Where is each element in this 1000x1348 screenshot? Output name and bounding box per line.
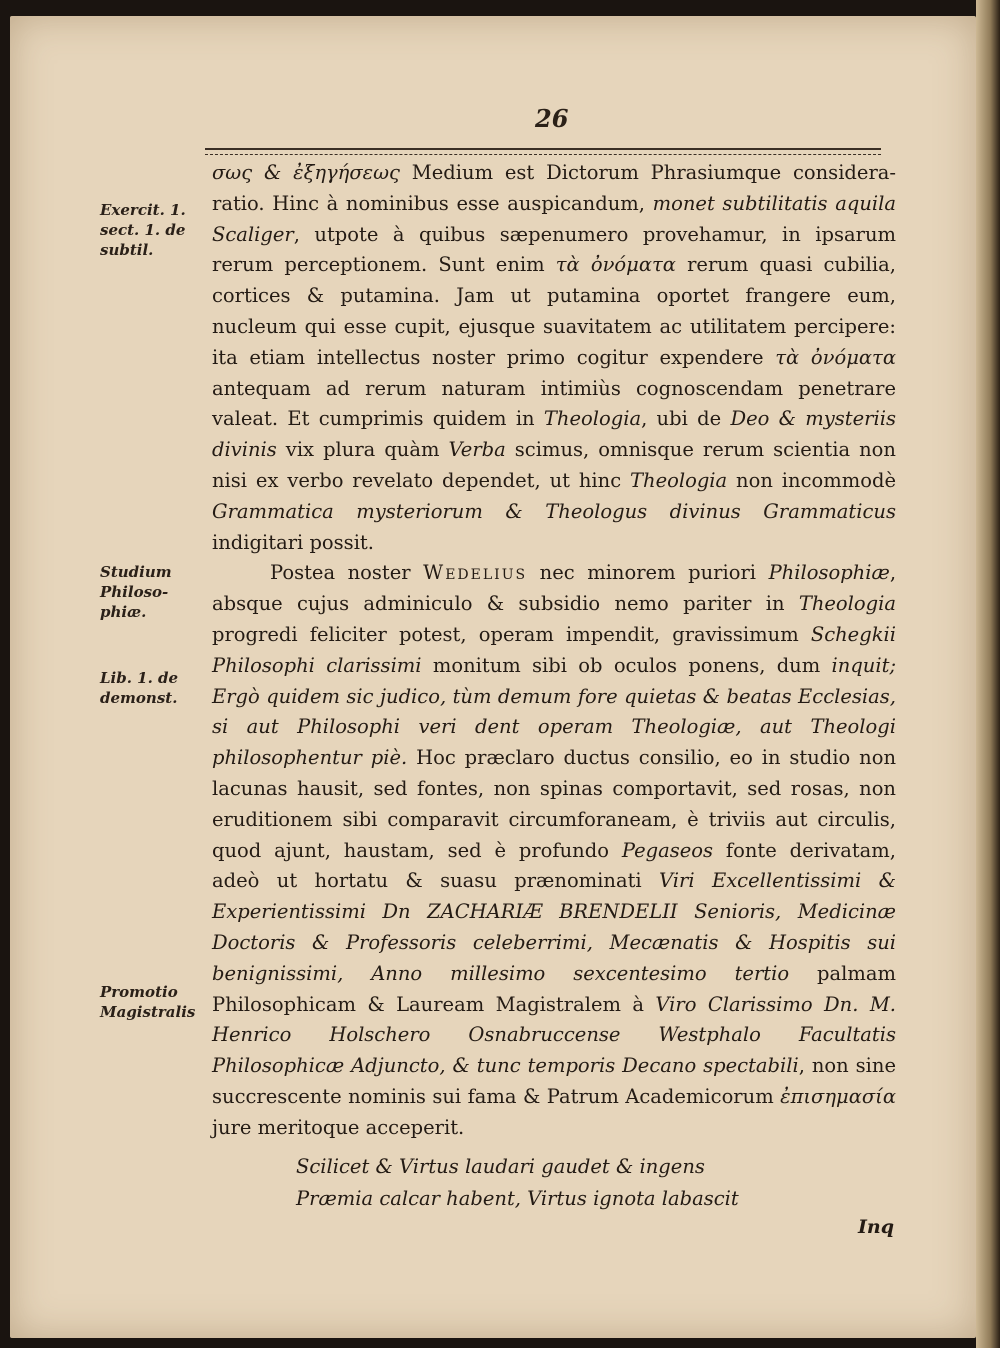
p2-segment: , absque cujus adminiculo & subsidio nemo pariter in: [212, 561, 897, 616]
p2-segment: jure meritoque acceperit.: [212, 1115, 465, 1139]
p1-segment: Verba: [448, 438, 506, 462]
p1-segment: scimus, omnisque rerum scientia non nisi ex verbo revelato dependet, ut hinc: [212, 438, 896, 492]
header-rule: [205, 148, 881, 155]
p1-segment: Theologia: [543, 407, 642, 431]
p2-segment: Hoc præclaro ductus consilio, eo in studio non lacunas hausit, sed fontes, non spinas comportavit, sed rosas, non eruditionem sibi comparavit circumforaneam, è triviis aut circulis, quod ajunt, haustam, sed è profundo: [212, 746, 896, 862]
verse-line-2: Præmia calcar habent, Virtus ignota labascit: [296, 1187, 739, 1210]
p2-segment: ἐπισημασία: [780, 1084, 896, 1108]
p1-segment: ratio. Hinc à nominibus esse auspicandum,: [212, 191, 653, 215]
margin-note-lib: Lib. 1. de demonst.: [100, 669, 179, 707]
p1-segment: monet subtilitatis aquila Scaliger: [212, 191, 896, 246]
paragraph-2: [212, 558, 896, 1143]
p1-segment: rerum quasi cubilia, cortices & putamina. Jam ut putamina oportet frangere eum, nucleum qui esse cupit, ejusque suavitatem ac utilitatem percipere: ita etiam intellectus noster primo cogitur expendere: [212, 253, 896, 369]
p2-segment: palmam Philosophicam & Lauream Magistralem à: [212, 961, 896, 1016]
margin-note-studium: Studium Philoso-phiæ.: [100, 563, 172, 621]
p2-segment: monitum sibi ob oculos ponens, dum: [421, 653, 832, 677]
p2-segment: Wedelius: [423, 561, 528, 585]
book-gutter: [976, 0, 1000, 1348]
p1-segment: τὰ ὀνόματα: [555, 253, 676, 277]
p2-segment: Philosophiæ: [768, 561, 890, 585]
p1-segment: Theologia: [630, 468, 728, 492]
p2-segment: nec minorem puriori: [527, 561, 769, 585]
margin-note-exercit: Exercit. 1. sect. 1. de subtil.: [100, 201, 186, 259]
p1-segment: , ubi de: [641, 407, 731, 431]
p2-segment: Viro Clarissimo Dn. M. Henrico Holschero Osnabruccense Westphalo Facultatis Philosophicæ Adjuncto, & tunc temporis Decano spectabili: [212, 992, 896, 1078]
p2-segment: Postea noster: [270, 561, 424, 585]
p1-segment: Deo & mysteriis divinis: [212, 407, 896, 462]
p1-segment: , utpote à quibus sæpenumero provehamur, in ipsarum rerum perceptionem. Sunt enim: [212, 222, 896, 277]
p1-segment: non incommodè: [727, 468, 896, 492]
p1-segment: Medium est Dictorum Phrasiumque considera-: [411, 161, 896, 184]
p2-segment: Theologia: [798, 592, 896, 616]
margin-note-promotio: Promotio Magistralis: [100, 983, 196, 1021]
p2-segment: Schegkii Philosophi clarissimi: [212, 622, 896, 677]
p1-segment: vix plura quàm: [276, 438, 449, 462]
p1-segment: τὰ ὀνόματα: [775, 345, 896, 369]
p2-segment: inquit; Ergò quidem sic judico, tùm demum fore quietas & beatas Ecclesias, si aut Philosophi veri dent operam Theologiæ, aut Theologi philosophentur piè.: [212, 653, 897, 770]
main-text: [212, 158, 896, 1144]
p2-segment: Pegaseos: [621, 838, 714, 862]
p2-segment: fonte derivatam, adeò ut hortatu & suasu prænominati: [212, 838, 896, 893]
p1-segment: antequam ad rerum naturam intimiùs cognoscendam penetrare valeat. Et cumprimis quidem in: [212, 376, 896, 431]
page-number: 26: [535, 104, 569, 133]
p1-segment: σως & ἐξηγήσεως: [212, 161, 412, 184]
p1-segment: indigitari possit.: [212, 530, 374, 554]
paragraph-1: [212, 158, 896, 558]
p2-segment: Viri Excellentissimi & Experientissimi Dn ZACHARIÆ BRENDELII Senioris, Medicinæ Doctoris & Professoris celeberrimi, Mecænatis & Hospitis sui benignissimi, Anno millesimo sexcentesimo tertio: [212, 869, 897, 985]
p1-segment: Grammatica mysteriorum & Theologus divinus Grammaticus: [212, 499, 896, 523]
catchword: Inq: [858, 1216, 894, 1238]
p2-segment: progredi feliciter potest, operam impendit, gravissimum: [212, 622, 811, 646]
p2-segment: , non sine succrescente nominis sui fama & Patrum Academicorum: [212, 1054, 897, 1108]
verse-line-1: Scilicet & Virtus laudari gaudet & ingens: [296, 1155, 705, 1178]
